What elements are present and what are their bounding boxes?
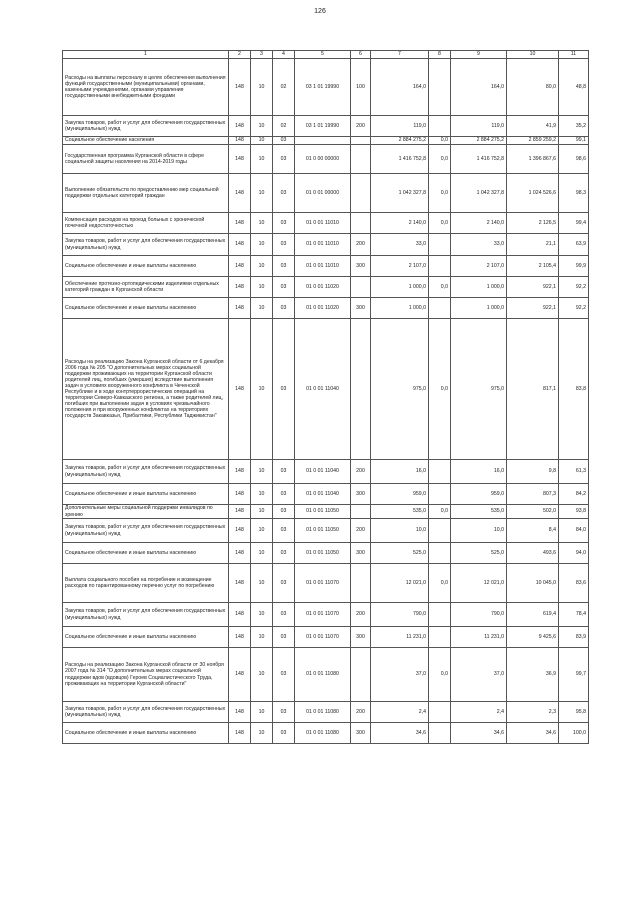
col-ministry: 148 (229, 213, 251, 234)
col-target-article: 01 0 01 11080 (295, 702, 351, 723)
col-ministry: 148 (229, 723, 251, 744)
col-executed: 10 045,0 (507, 564, 559, 603)
col-changes: 0,0 (429, 277, 451, 298)
col-description: Социальное обеспечение и иные выплаты населению (63, 256, 229, 277)
col-subsection: 03 (273, 627, 295, 648)
header-cell: 7 (371, 51, 429, 59)
col-target-article: 01 0 01 11080 (295, 723, 351, 744)
col-changes (429, 603, 451, 627)
col-expense-type: 300 (351, 543, 371, 564)
col-expense-type: 300 (351, 723, 371, 744)
col-changes (429, 702, 451, 723)
col-ministry: 148 (229, 564, 251, 603)
col-executed: 807,3 (507, 484, 559, 505)
col-target-article: 01 0 01 11040 (295, 484, 351, 505)
col-percent: 92,2 (559, 298, 589, 319)
col-target-article: 03 1 01 19990 (295, 116, 351, 137)
col-target-article: 01 0 01 11070 (295, 564, 351, 603)
col-expense-type (351, 277, 371, 298)
col-ministry: 148 (229, 116, 251, 137)
col-description: Социальное обеспечение и иные выплаты населению (63, 723, 229, 744)
col-ministry: 148 (229, 174, 251, 213)
table-row (63, 59, 589, 116)
col-plan-refined: 1 042 327,8 (451, 174, 507, 213)
col-description: Расходы на реализацию Закона Курганской области от 30 ноября 2007 года № 314 "О дополнительных мерах социальной поддержки вдов (вдовцов) Героев Социалистического Труда, проживающих на территории Курганской области" (63, 648, 229, 702)
col-expense-type: 200 (351, 519, 371, 543)
col-target-article: 01 0 01 11020 (295, 277, 351, 298)
col-description: Закупка товаров, работ и услуг для обеспечения государственных (муниципальных) нужд (63, 519, 229, 543)
col-plan-refined: 10,0 (451, 519, 507, 543)
col-percent: 95,8 (559, 702, 589, 723)
col-ministry: 148 (229, 519, 251, 543)
col-section: 10 (251, 137, 273, 145)
col-ministry: 148 (229, 460, 251, 484)
col-section: 10 (251, 298, 273, 319)
col-ministry: 148 (229, 234, 251, 256)
col-expense-type: 200 (351, 116, 371, 137)
col-description: Выплата социального пособия на погребение и возмещение расходов по гарантированному перечню услуг по погребению (63, 564, 229, 603)
col-plan-initial: 34,6 (371, 723, 429, 744)
col-expense-type: 100 (351, 59, 371, 116)
col-target-article: 01 0 01 11010 (295, 256, 351, 277)
header-cell: 9 (451, 51, 507, 59)
col-description: Расходы на реализацию Закона Курганской области от 6 декабря 2006 года № 205 "О дополнительных мерах социальной поддержки проживающих на территории Курганской области родителей лиц, погибших (умерших) вследствие выполнения задач в условиях вооруженного конфликта в Чеченской Республике и в ходе контртеррористических операций на территории Северо-Кавказского региона, а также родителей лиц, погибших при выполнении задач в условиях чрезвычайного положения и при вооруженных конфликтах на территориях государств Закавказья, Прибалтики, Республики Таджикистан" (63, 319, 229, 460)
col-description: Закупка товаров, работ и услуг для обеспечения государственных (муниципальных) нужд (63, 460, 229, 484)
col-percent: 93,8 (559, 505, 589, 519)
col-changes (429, 460, 451, 484)
col-description: Закупка товаров, работ и услуг для обеспечения государственных (муниципальных) нужд (63, 603, 229, 627)
col-executed: 34,6 (507, 723, 559, 744)
col-expense-type: 300 (351, 484, 371, 505)
col-target-article (295, 137, 351, 145)
col-plan-initial: 1 042 327,8 (371, 174, 429, 213)
col-changes: 0,0 (429, 174, 451, 213)
col-ministry: 148 (229, 59, 251, 116)
col-plan-refined: 1 000,0 (451, 298, 507, 319)
col-target-article: 01 0 01 11040 (295, 319, 351, 460)
col-subsection: 03 (273, 298, 295, 319)
col-percent: 78,4 (559, 603, 589, 627)
col-subsection: 03 (273, 137, 295, 145)
col-percent: 100,0 (559, 723, 589, 744)
table-row (63, 137, 589, 145)
col-plan-initial: 1 000,0 (371, 298, 429, 319)
col-section: 10 (251, 603, 273, 627)
col-plan-refined: 1 000,0 (451, 277, 507, 298)
col-plan-refined: 959,0 (451, 484, 507, 505)
col-plan-initial: 12 021,0 (371, 564, 429, 603)
col-section: 10 (251, 256, 273, 277)
col-target-article: 01 0 01 11010 (295, 234, 351, 256)
col-ministry: 148 (229, 648, 251, 702)
header-cell: 1 (63, 51, 229, 59)
col-subsection: 03 (273, 702, 295, 723)
col-changes (429, 116, 451, 137)
col-description: Социальное обеспечение и иные выплаты населению (63, 543, 229, 564)
col-description: Социальное обеспечение и иные выплаты населению (63, 627, 229, 648)
col-section: 10 (251, 277, 273, 298)
col-subsection: 02 (273, 59, 295, 116)
col-section: 10 (251, 59, 273, 116)
col-plan-initial: 10,0 (371, 519, 429, 543)
col-description: Расходы на выплаты персоналу в целях обеспечения выполнения функций государственными (муниципальными) органами, казенными учреждениями, органами управления государственными внебюджетными фондами (63, 59, 229, 116)
col-executed: 21,1 (507, 234, 559, 256)
col-section: 10 (251, 145, 273, 174)
col-ministry: 148 (229, 298, 251, 319)
col-plan-refined: 16,0 (451, 460, 507, 484)
col-plan-initial: 2 140,0 (371, 213, 429, 234)
col-plan-refined: 2 107,0 (451, 256, 507, 277)
col-plan-refined: 2,4 (451, 702, 507, 723)
col-percent: 99,1 (559, 137, 589, 145)
col-target-article: 01 0 01 11040 (295, 460, 351, 484)
col-subsection: 03 (273, 256, 295, 277)
col-plan-refined: 975,0 (451, 319, 507, 460)
col-expense-type: 300 (351, 256, 371, 277)
col-subsection: 03 (273, 174, 295, 213)
col-plan-refined: 790,0 (451, 603, 507, 627)
col-plan-refined: 525,0 (451, 543, 507, 564)
col-expense-type (351, 648, 371, 702)
table-row (63, 213, 589, 234)
col-description: Закупка товаров, работ и услуг для обеспечения государственных (муниципальных) нужд (63, 702, 229, 723)
col-description: Дополнительные меры социальной поддержки инвалидов по зрению (63, 505, 229, 519)
col-plan-refined: 11 231,0 (451, 627, 507, 648)
header-cell: 10 (507, 51, 559, 59)
col-target-article: 01 0 01 11070 (295, 627, 351, 648)
col-subsection: 03 (273, 723, 295, 744)
col-subsection: 02 (273, 116, 295, 137)
col-percent: 83,8 (559, 319, 589, 460)
col-ministry: 148 (229, 137, 251, 145)
table-row (63, 145, 589, 174)
table-row (63, 174, 589, 213)
col-section: 10 (251, 505, 273, 519)
col-changes: 0,0 (429, 648, 451, 702)
col-percent: 99,4 (559, 213, 589, 234)
col-percent: 35,2 (559, 116, 589, 137)
col-percent: 98,6 (559, 145, 589, 174)
col-target-article: 01 0 01 11010 (295, 213, 351, 234)
col-changes: 0,0 (429, 137, 451, 145)
col-description: Компенсация расходов на проезд больных с хронической почечной недостаточностью (63, 213, 229, 234)
table-row (63, 484, 589, 505)
col-expense-type: 200 (351, 234, 371, 256)
header-cell: 11 (559, 51, 589, 59)
col-executed: 2 859 259,2 (507, 137, 559, 145)
table-row (63, 723, 589, 744)
col-expense-type (351, 137, 371, 145)
col-section: 10 (251, 627, 273, 648)
col-executed: 80,0 (507, 59, 559, 116)
col-plan-refined: 1 416 752,8 (451, 145, 507, 174)
col-target-article: 03 1 01 19990 (295, 59, 351, 116)
col-section: 10 (251, 648, 273, 702)
col-target-article: 01 0 01 11050 (295, 543, 351, 564)
col-expense-type: 200 (351, 702, 371, 723)
col-plan-initial: 164,0 (371, 59, 429, 116)
col-subsection: 03 (273, 564, 295, 603)
col-expense-type: 300 (351, 298, 371, 319)
col-changes (429, 256, 451, 277)
table-row (63, 319, 589, 460)
col-ministry: 148 (229, 603, 251, 627)
col-plan-initial: 33,0 (371, 234, 429, 256)
col-plan-refined: 2 140,0 (451, 213, 507, 234)
table-row (63, 116, 589, 137)
col-target-article: 01 0 00 00000 (295, 145, 351, 174)
table-row (63, 603, 589, 627)
col-expense-type (351, 564, 371, 603)
col-plan-initial: 2 884 275,2 (371, 137, 429, 145)
header-cell: 2 (229, 51, 251, 59)
col-section: 10 (251, 484, 273, 505)
table-row (63, 702, 589, 723)
col-percent: 98,3 (559, 174, 589, 213)
table-row (63, 277, 589, 298)
col-changes (429, 59, 451, 116)
col-percent: 94,0 (559, 543, 589, 564)
col-target-article: 01 0 01 11050 (295, 505, 351, 519)
col-expense-type: 200 (351, 603, 371, 627)
col-executed: 502,0 (507, 505, 559, 519)
col-executed: 8,4 (507, 519, 559, 543)
col-subsection: 03 (273, 505, 295, 519)
col-plan-initial: 11 231,0 (371, 627, 429, 648)
header-cell: 4 (273, 51, 295, 59)
page-number: 126 (314, 8, 326, 15)
table-row (63, 519, 589, 543)
col-expense-type (351, 505, 371, 519)
col-ministry: 148 (229, 256, 251, 277)
col-plan-initial: 1 000,0 (371, 277, 429, 298)
col-executed: 922,1 (507, 277, 559, 298)
col-section: 10 (251, 319, 273, 460)
col-changes (429, 723, 451, 744)
table-row (63, 543, 589, 564)
col-description: Государственная программа Курганской области в сфере социальной защиты населения на 2014-2019 годы (63, 145, 229, 174)
col-subsection: 03 (273, 648, 295, 702)
col-section: 10 (251, 543, 273, 564)
col-percent: 99,7 (559, 648, 589, 702)
col-expense-type: 300 (351, 627, 371, 648)
col-executed: 2,3 (507, 702, 559, 723)
col-percent: 84,0 (559, 519, 589, 543)
col-executed: 9 425,6 (507, 627, 559, 648)
col-executed: 619,4 (507, 603, 559, 627)
col-target-article: 01 0 01 11050 (295, 519, 351, 543)
col-section: 10 (251, 702, 273, 723)
col-changes: 0,0 (429, 505, 451, 519)
col-description: Обеспечение протезно-ортопедическими изделиями отдельных категорий граждан в Курганской области (63, 277, 229, 298)
col-plan-initial: 16,0 (371, 460, 429, 484)
header-cell: 5 (295, 51, 351, 59)
col-subsection: 03 (273, 213, 295, 234)
col-description: Закупка товаров, работ и услуг для обеспечения государственных (муниципальных) нужд (63, 234, 229, 256)
col-description: Социальное обеспечение населения (63, 137, 229, 145)
table-row (63, 460, 589, 484)
col-plan-initial: 1 416 752,8 (371, 145, 429, 174)
col-executed: 2 105,4 (507, 256, 559, 277)
col-expense-type (351, 213, 371, 234)
col-subsection: 03 (273, 319, 295, 460)
col-subsection: 03 (273, 603, 295, 627)
table-row (63, 256, 589, 277)
col-plan-initial: 959,0 (371, 484, 429, 505)
col-expense-type (351, 145, 371, 174)
col-changes (429, 543, 451, 564)
table-row (63, 298, 589, 319)
col-percent: 99,9 (559, 256, 589, 277)
col-executed: 9,8 (507, 460, 559, 484)
header-row (63, 51, 589, 59)
col-executed: 36,9 (507, 648, 559, 702)
col-target-article: 01 0 01 00000 (295, 174, 351, 213)
budget-table (62, 50, 589, 744)
col-changes (429, 627, 451, 648)
col-plan-initial: 525,0 (371, 543, 429, 564)
col-ministry: 148 (229, 543, 251, 564)
col-section: 10 (251, 723, 273, 744)
col-percent: 84,2 (559, 484, 589, 505)
col-percent: 48,8 (559, 59, 589, 116)
col-expense-type (351, 174, 371, 213)
col-ministry: 148 (229, 484, 251, 505)
col-changes (429, 298, 451, 319)
table-row (63, 648, 589, 702)
col-subsection: 03 (273, 460, 295, 484)
col-plan-initial: 975,0 (371, 319, 429, 460)
col-executed: 1 396 867,6 (507, 145, 559, 174)
col-ministry: 148 (229, 277, 251, 298)
col-subsection: 03 (273, 145, 295, 174)
col-ministry: 148 (229, 505, 251, 519)
col-changes (429, 519, 451, 543)
col-target-article: 01 0 01 11070 (295, 603, 351, 627)
col-expense-type: 200 (351, 460, 371, 484)
col-plan-refined: 119,0 (451, 116, 507, 137)
col-target-article: 01 0 01 11020 (295, 298, 351, 319)
col-changes: 0,0 (429, 145, 451, 174)
col-expense-type (351, 319, 371, 460)
col-section: 10 (251, 519, 273, 543)
col-plan-refined: 2 884 275,2 (451, 137, 507, 145)
col-ministry: 148 (229, 319, 251, 460)
col-subsection: 03 (273, 277, 295, 298)
col-plan-refined: 12 021,0 (451, 564, 507, 603)
col-description: Закупка товаров, работ и услуг для обеспечения государственных (муниципальных) нужд (63, 116, 229, 137)
col-subsection: 03 (273, 519, 295, 543)
col-percent: 83,6 (559, 564, 589, 603)
table-row (63, 564, 589, 603)
col-target-article: 01 0 01 11080 (295, 648, 351, 702)
col-executed: 41,9 (507, 116, 559, 137)
table-row (63, 234, 589, 256)
col-changes (429, 234, 451, 256)
col-executed: 817,1 (507, 319, 559, 460)
col-description: Социальное обеспечение и иные выплаты населению (63, 298, 229, 319)
col-plan-refined: 34,6 (451, 723, 507, 744)
header-cell: 8 (429, 51, 451, 59)
col-section: 10 (251, 213, 273, 234)
col-ministry: 148 (229, 145, 251, 174)
col-subsection: 03 (273, 484, 295, 505)
col-ministry: 148 (229, 702, 251, 723)
col-section: 10 (251, 564, 273, 603)
col-plan-refined: 164,0 (451, 59, 507, 116)
col-percent: 83,9 (559, 627, 589, 648)
table-row (63, 505, 589, 519)
col-plan-refined: 33,0 (451, 234, 507, 256)
col-plan-initial: 37,0 (371, 648, 429, 702)
col-percent: 92,2 (559, 277, 589, 298)
col-changes: 0,0 (429, 213, 451, 234)
col-section: 10 (251, 116, 273, 137)
col-section: 10 (251, 174, 273, 213)
col-section: 10 (251, 460, 273, 484)
col-changes: 0,0 (429, 319, 451, 460)
col-plan-refined: 535,0 (451, 505, 507, 519)
col-percent: 61,3 (559, 460, 589, 484)
col-plan-initial: 535,0 (371, 505, 429, 519)
col-changes: 0,0 (429, 564, 451, 603)
header-cell: 3 (251, 51, 273, 59)
col-percent: 63,9 (559, 234, 589, 256)
col-plan-initial: 119,0 (371, 116, 429, 137)
col-subsection: 03 (273, 234, 295, 256)
header-cell: 6 (351, 51, 371, 59)
col-ministry: 148 (229, 627, 251, 648)
col-changes (429, 484, 451, 505)
col-section: 10 (251, 234, 273, 256)
col-plan-initial: 2,4 (371, 702, 429, 723)
table-row (63, 627, 589, 648)
col-description: Выполнение обязательств по предоставлению мер социальной поддержки отдельных категорий граждан (63, 174, 229, 213)
col-plan-initial: 2 107,0 (371, 256, 429, 277)
col-executed: 2 126,5 (507, 213, 559, 234)
col-description: Социальное обеспечение и иные выплаты населению (63, 484, 229, 505)
col-plan-refined: 37,0 (451, 648, 507, 702)
col-executed: 493,6 (507, 543, 559, 564)
col-subsection: 03 (273, 543, 295, 564)
col-plan-initial: 790,0 (371, 603, 429, 627)
col-executed: 922,1 (507, 298, 559, 319)
col-executed: 1 024 526,6 (507, 174, 559, 213)
